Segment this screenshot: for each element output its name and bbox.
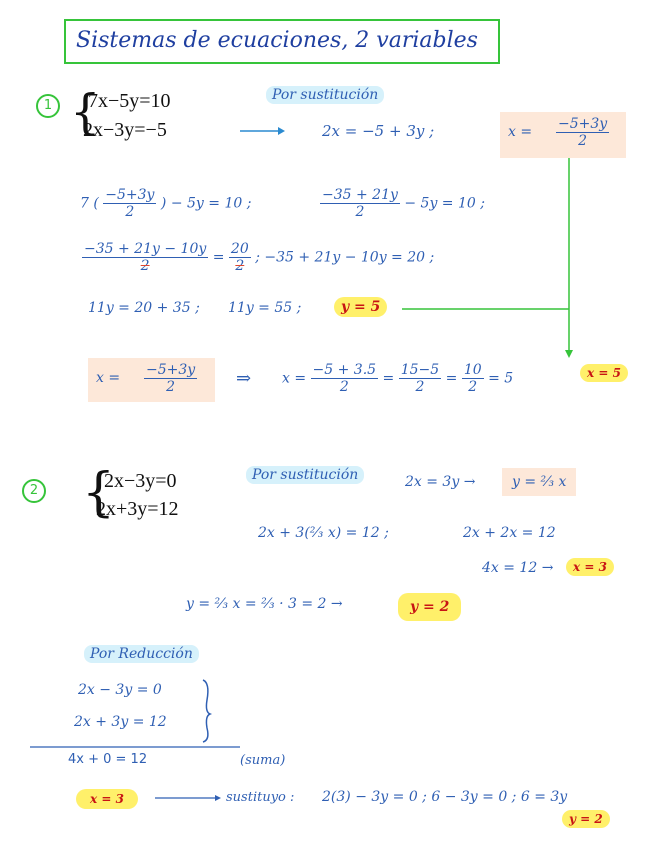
- p2-y-expression: y = ²⁄₃ x: [502, 468, 576, 496]
- p2-y-calc: y = ²⁄₃ x = ²⁄₃ · 3 = 2 →: [186, 596, 343, 612]
- p2-step-a: 2x = 3y →: [405, 474, 476, 490]
- p1-result-y: y = 5: [334, 297, 387, 317]
- p2-sub-line: 2x + 3(²⁄₃ x) = 12 ;: [258, 525, 389, 541]
- p2-result-x2: x = 3: [76, 789, 138, 809]
- p1-equation-1: 7x−5y=10: [88, 90, 171, 112]
- p2-result-y: y = 2: [398, 593, 461, 621]
- p1-final-calc: x = $\frac{-5 + 3.5}{2}$ = $\frac{15-5}{2}$ = $\frac{10}{2}$ = 5: [282, 362, 514, 395]
- p1-row4-a: 11y = 20 + 35 ;: [88, 300, 200, 316]
- p2-substitute-label: sustituyo :: [226, 790, 295, 805]
- p2-method-label: Por sustitución: [246, 466, 364, 484]
- p1-row4-b: 11y = 55 ;: [228, 300, 302, 316]
- p2-equation-2: 2x+3y=12: [96, 498, 179, 520]
- p1-x-expression-box: [500, 112, 626, 158]
- p1-x-expr-fraction: $\frac{-5+3y}{2}$: [558, 116, 608, 149]
- page-title: Sistemas de ecuaciones, 2 variables: [76, 28, 478, 53]
- p1-row2-b: $\frac{-35 + 21y}{2}$ − 5y = 10 ;: [322, 187, 485, 220]
- p2-equation-1: 2x−3y=0: [104, 470, 177, 492]
- implies-arrow-icon: ⇒: [236, 368, 252, 389]
- brace-icon: {: [82, 463, 116, 523]
- p1-x-expr-lhs: x =: [508, 124, 533, 140]
- problem-2-number: 2: [22, 479, 46, 503]
- p2-result-y2: y = 2: [562, 810, 610, 828]
- p2-sub-line-c: 4x = 12 →: [482, 560, 554, 576]
- p1-equation-2: 2x−3y=−5: [83, 119, 167, 141]
- p2-reduction-sum: 4x + 0 = 12: [68, 752, 148, 767]
- problem-1-number: 1: [36, 94, 60, 118]
- p1-step-a: 2x = −5 + 3y ;: [322, 122, 435, 140]
- title-box: [64, 19, 500, 64]
- p2-reduction-eq1: 2x − 3y = 0: [78, 682, 162, 698]
- p2-result-x: x = 3: [566, 558, 614, 576]
- p2-method2-label: Por Reducción: [84, 645, 199, 663]
- p1-row3: $\frac{-35 + 21y - 10y}{2}$ = $\frac{20}{2}$ ; −35 + 21y − 10y = 20 ;: [84, 241, 435, 274]
- brace-icon: {: [70, 84, 101, 140]
- p2-sum-label: (suma): [240, 753, 286, 768]
- p1-row2-a: 7 ( $\frac{-5+3y}{2}$ ) − 5y = 10 ;: [80, 187, 252, 220]
- p2-sub-line-b: 2x + 2x = 12: [463, 525, 556, 541]
- p1-method-label: Por sustitución: [266, 86, 384, 104]
- p1-final-x-box: x = $\frac{-5+3y}{2}$: [88, 358, 215, 402]
- p2-reduction-eq2: 2x + 3y = 12: [74, 714, 167, 730]
- p1-result-x: x = 5: [580, 364, 628, 382]
- p2-sub-calc: 2(3) − 3y = 0 ; 6 − 3y = 0 ; 6 = 3y: [322, 789, 568, 805]
